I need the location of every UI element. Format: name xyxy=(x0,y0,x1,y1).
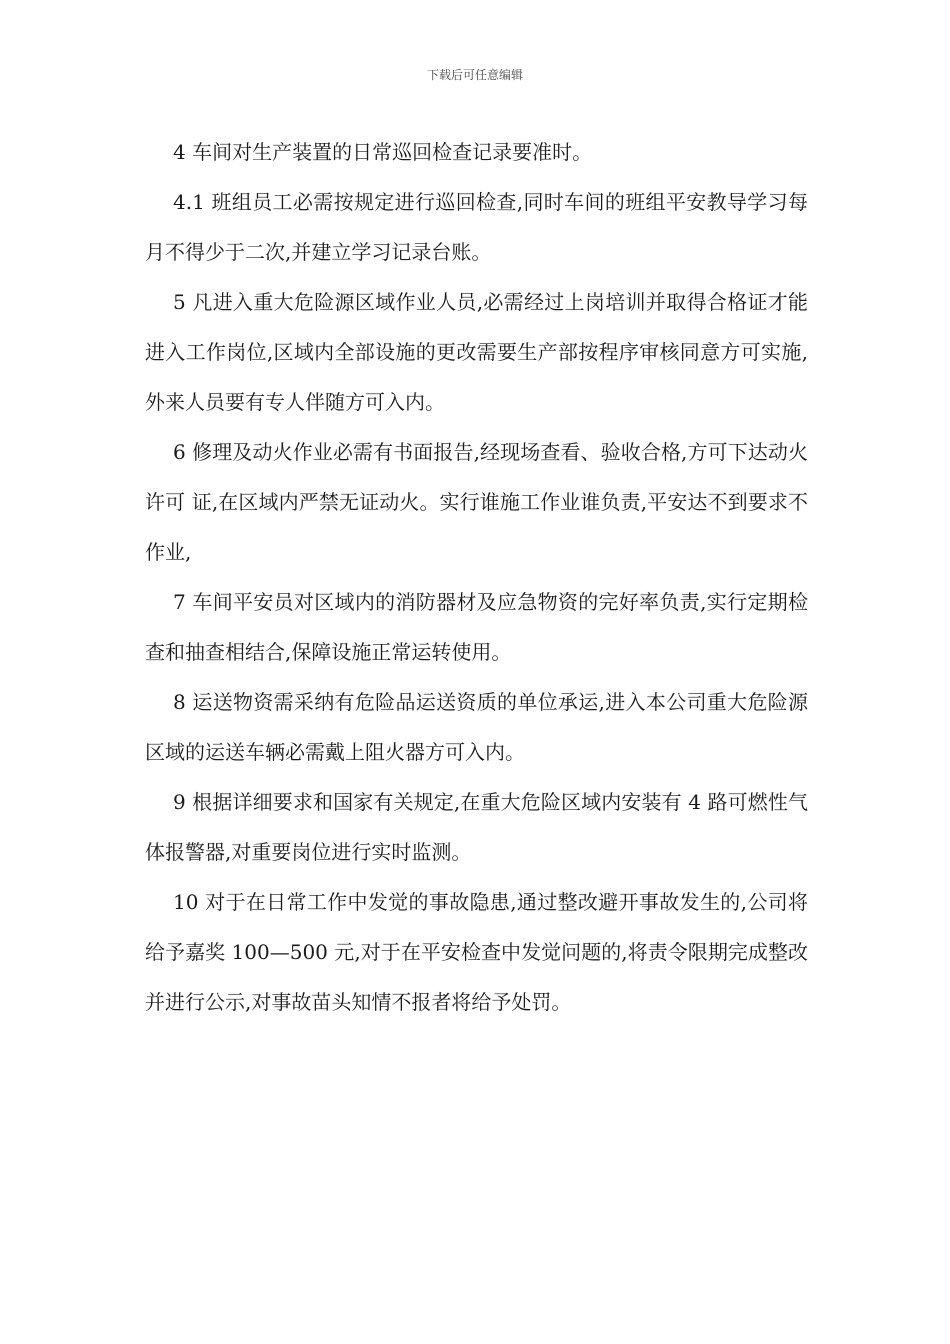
page-header-note: 下载后可任意编辑 xyxy=(426,68,523,82)
paragraph-7: 7 车间平安员对区域内的消防器材及应急物资的完好率负责,实行定期检查和抽查相结合,保障设施正常运转使用。 xyxy=(145,590,808,664)
paragraph-8: 8 运送物资需采纳有危险品运送资质的单位承运,进入本公司重大危险源区域的运送车辆必需戴上阻火器方可入内。 xyxy=(145,690,808,764)
document-body xyxy=(145,127,808,1027)
paragraph-10: 10 对于在日常工作中发觉的事故隐患,通过整改避开事故发生的,公司将给予嘉奖 100—500 元,对于在平安检查中发觉问题的,将责令限期完成整改并进行公示,对事故苗头知情不报者将给予处罚。 xyxy=(145,890,808,1014)
paragraph-6: 6 修理及动火作业必需有书面报告,经现场查看、验收合格,方可下达动火许可 证,在区域内严禁无证动火。实行谁施工作业谁负责,平安达不到要求不作业, xyxy=(145,440,808,564)
paragraph-4: 4 车间对生产装置的日常巡回检查记录要准时。 xyxy=(173,140,593,164)
paragraph-4-1: 4.1 班组员工必需按规定进行巡回检查,同时车间的班组平安教导学习每月不得少于二次,并建立学习记录台账。 xyxy=(145,190,808,264)
paragraph-5: 5 凡进入重大危险源区域作业人员,必需经过上岗培训并取得合格证才能进入工作岗位,区域内全部设施的更改需要生产部按程序审核同意方可实施,外来人员要有专人伴随方可入内。 xyxy=(145,290,808,414)
paragraph-9: 9 根据详细要求和国家有关规定,在重大危险区域内安装有 4 路可燃性气体报警器,对重要岗位进行实时监测。 xyxy=(145,790,808,864)
